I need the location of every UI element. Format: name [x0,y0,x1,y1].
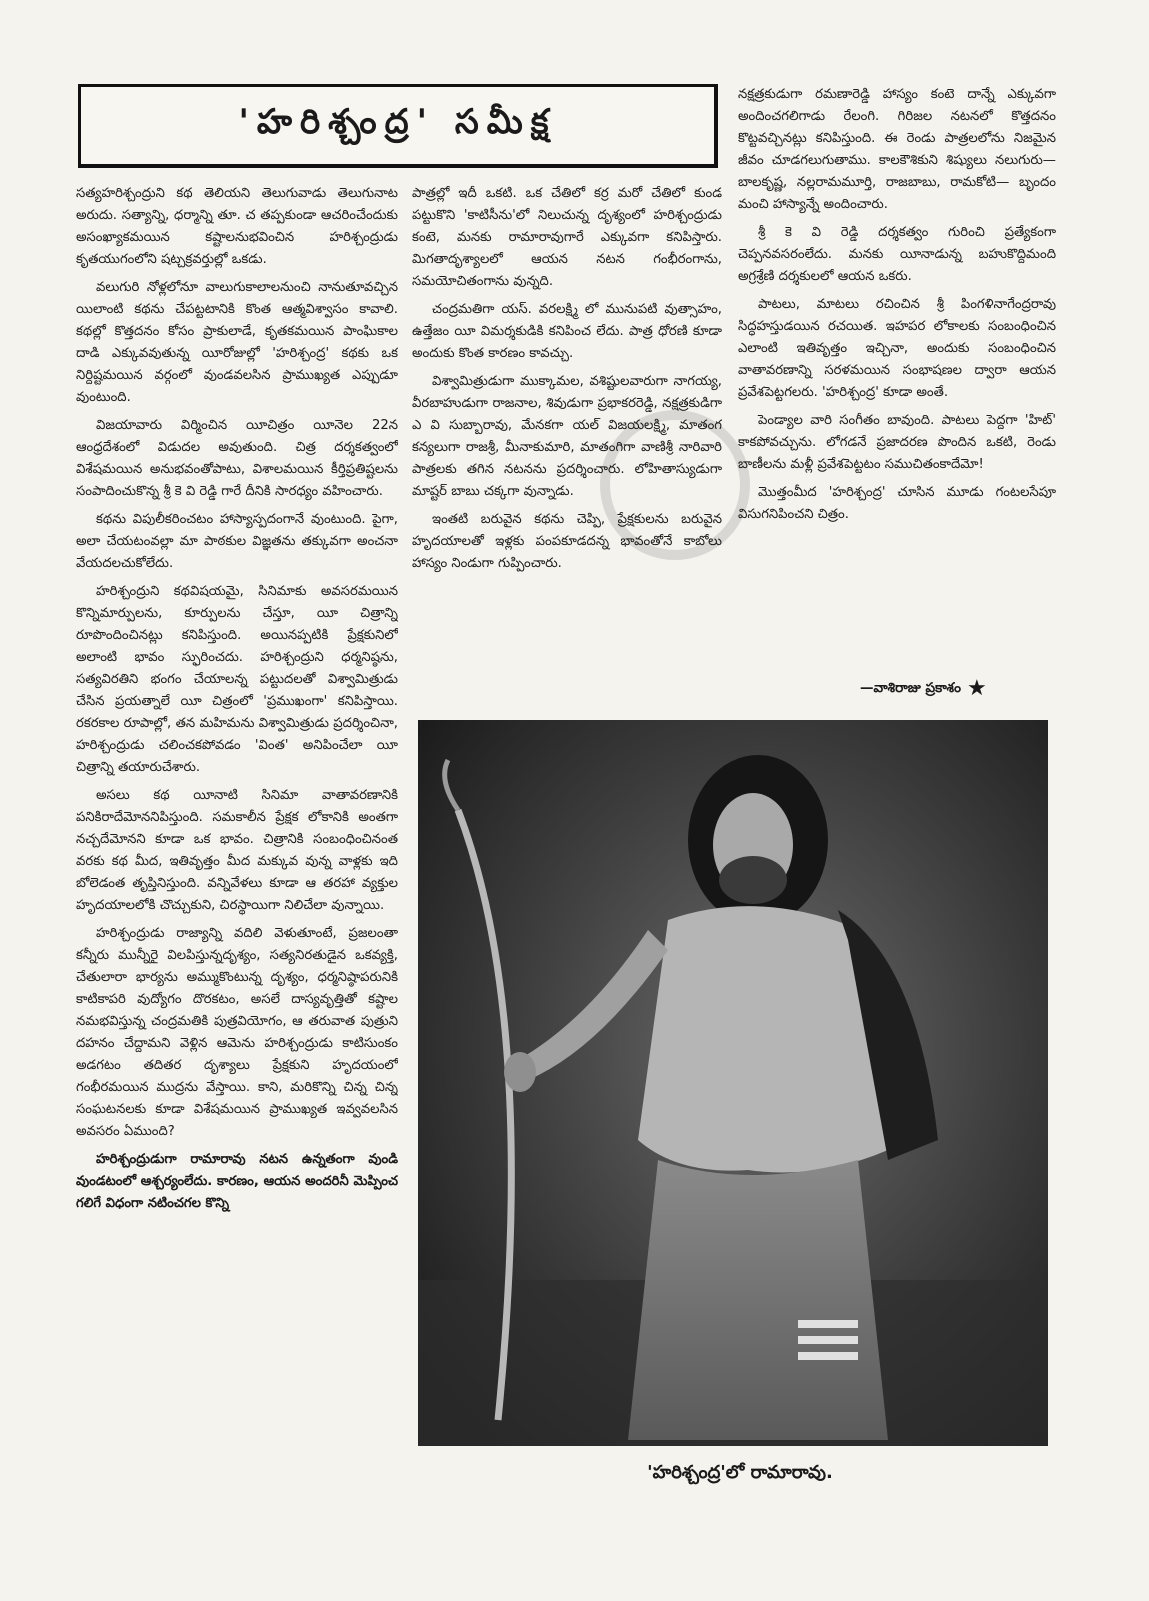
photo-caption: 'హరిశ్చంద్ర'లో రామారావు. [647,1462,833,1483]
beard [719,856,787,904]
column-2 [412,183,722,703]
column-3 [738,84,1056,704]
cloth-stripe [798,1352,858,1360]
film-still-photo [418,720,1048,1446]
paragraph: హరిశ్చంద్రుని కథవిషయమై, సినిమాకు అవసరమయిన కొన్నిమార్పులను, కూర్పులను చేస్తూ, యీ చిత్రాన్ని రూపొందించినట్లు కనిపిస్తుంది. అయినప్పటికి ప్రేక్షకునిలో అలాంటి భావం స్ఫురించదు. హరిశ్చంద్రుని ధర్మనిష్ఠను, సత్యవిరతిని భంగం చేయాలన్న పట్టుదలతో విశ్వామిత్రుడు చేసిన ప్రయత్నాలే యీ చిత్రంలో 'ప్రముఖంగా' కనిపిస్తాయి. రకరకాల రూపాల్లో, తన మహిమను విశ్వామిత్రుడు ప్రదర్శించినా, హరిశ్చంద్రుడు చలించకపోవడం 'వింత' అనిపించేలా యీ చిత్రాన్ని తయారుచేశారు. [76,584,398,775]
column-1 [76,183,398,1513]
author-name: —వాశిరాజు ప్రకాశం [860,680,961,696]
paragraph: కథను విపులీకరించటం హాస్యాస్పదంగానే వుంటుంది. పైగా, అలా చేయటంవల్లా మా పాఠకుల విజ్ఞతను తక్కువగా అంచనా వేయదలచుకోలేదు. [76,512,398,571]
cloth-stripe [798,1320,858,1328]
article-title: 'హరిశ్చంద్ర' సమీక్ష [238,101,557,142]
paragraph: విశ్వామిత్రుడుగా ముక్కామల, వశిష్టులవారుగా నాగయ్య, వీరబాహుడుగా రాజనాల, శివుడుగా ప్రభాకరరెడ్డి, నక్షత్రకుడిగా ఎ వి సుబ్బారావు, మేనకగా యల్ విజయలక్ష్మి, మాతంగ కన్యలుగా రాజశ్రీ, మీనాకుమారి, మాతంగిగా వాణిశ్రీ నారివారి పాత్రలకు తగిన నటనను ప్రదర్శించారు. లోహితాస్యుడుగా మాష్టర్ బాబు చక్కగా వున్నాడు. [412,374,722,499]
title-box [78,84,718,168]
star-icon: ★ [966,676,987,701]
paragraph: నక్షత్రకుడుగా రమణారెడ్డి హాస్యం కంటె దాన్నే ఎక్కువగా అందించగలిగాడు రేలంగి. గిరిజల నటనలో కొత్తదనం కొట్టవచ్చినట్లు కనిపిస్తుంది. ఈ రెండు పాత్రలలోను నిజమైన జీవం చూడగలుగుతాము. కాలకౌశికుని శిష్యులు నలుగురు—బాలకృష్ణ, నల్లరామమూర్తి, రాజబాబు, రామకోటి— బృందం మంచి హాస్యాన్నే అందించారు. [738,87,1056,212]
paragraph: సత్యహరిశ్చంద్రుని కథ తెలియని తెలుగువాడు తెలుగునాట అరుదు. సత్యాన్ని, ధర్మాన్ని తూ. చ తప్పకుండా ఆచరించేందుకు అసంఖ్యాకమయిన కష్టాలనుభవించిన హరిశ్చంద్రుడు కృతయుగంలోని షట్చక్రవర్తుల్లో ఒకడు. [76,186,398,267]
paragraph: పాత్రల్లో ఇదీ ఒకటి. ఒక చేతిలో కర్ర మరో చేతిలో కుండ పట్టుకొని 'కాటిసీను'లో నిలుచున్న దృశ్యంలో హరిశ్చంద్రుడు కంటె, మనకు రామారావుగారే ఎక్కువగా కనిపిస్తారు. మిగతాదృశ్యాలలో ఆయన నటన గంభీరంగాను, సమయోచితంగాను వున్నది. [412,186,722,289]
paragraph: వలుగురి నోళ్లలోనూ వాలుగుకాలాలనుంచి నానుతూవచ్చిన యిలాంటి కథను చేపట్టటానికి కొంత ఆత్మవిశ్వాసం కావాలి. కథల్లో కొత్తదనం కోసం ప్రాకులాడే, కృతకమయిన పాంఘికాల దాడి ఎక్కువవుతున్న యీరోజుల్లో 'హరిశ్చంద్ర' కథకు ఒక నిర్దిష్టమయిన వర్గంలో వుండవలసిన ప్రాముఖ్యత ఎప్పుడూ వుంటుంది. [76,280,398,405]
cloth-stripe [798,1336,858,1344]
paragraph: పెండ్యాల వారి సంగీతం బావుంది. పాటలు పెద్దగా 'హిట్' కాకపోవచ్చును. లోగడనే ప్రజాదరణ పొందిన ఒకటి, రెండు బాణీలను మళ్లీ ప్రవేశపెట్టటం సముచితంకాదేమో! [738,413,1056,472]
paragraph: చంద్రమతిగా యస్. వరలక్ష్మి లో మునుపటి వుత్సాహం, ఉత్తేజం యీ విమర్శకుడికి కనిపించ లేదు. పాత్ర ధోరణి కూడా అందుకు కొంత కారణం కావచ్చు. [412,302,722,361]
paragraph: పాటలు, మాటలు రచించిన శ్రీ పింగళినాగేంద్రరావు సిద్ధహస్తుడయిన రచయిత. ఇహపర లోకాలకు సంబంధించిన ఎలాంటి ఇతివృత్తం ఇచ్చినా, అందుకు సంబంధించిన వాతావరణాన్ని సరళమయిన సంభాషణల ద్వారా ఆయన ప్రవేశపెట్టగలరు. 'హరిశ్చంద్ర' కూడా అంతే. [738,297,1056,400]
paragraph: విజయావారు విర్మించిన యీచిత్రం యీనెల 22న ఆంధ్రదేశంలో విడుదల అవుతుంది. చిత్ర దర్శకత్వంలో విశేషమయిన అనుభవంతోపాటు, విశాలమయిన కీర్తిప్రతిష్టలను సంపాదించుకొన్న శ్రీ కె వి రెడ్డి గారే దీనికి సారధ్యం వహించారు. [76,418,398,499]
paragraph: హరిశ్చంద్రుడు రాజ్యాన్ని వదిలి వెళుతూంటే, ప్రజలంతా కన్నీరు మున్నీరై విలపిస్తున్నదృశ్యం, సత్యనిరతుడైన ఒకవ్యక్తి, చేతులారా భార్యను అమ్ముకొంటున్న దృశ్యం, ధర్మనిష్ఠాపరునికి కాటికాపరి వుద్యోగం దొరకటం, అసలే దాస్యవృత్తితో కష్టాల నమభవిస్తున్న చంద్రమతికి పుత్రవియోగం, ఆ తరువాత పుత్రుని దహనం చేద్దామని వెళ్లిన ఆమెను హరిశ్చంద్రుడు కాటిసుంకం అడగటం తదితర దృశ్యాలు ప్రేక్షకుని హృదయంలో గంభీరమయిన ముద్రను వేస్తాయి. కాని, మరికొన్ని చిన్న చిన్న సంఘటనలకు కూడా విశేషమయిన ప్రాముఖ్యత ఇవ్వవలసిన అవసరం ఏముంది? [76,926,398,1139]
photo-illustration [418,720,1048,1446]
paragraph: మొత్తంమీద 'హరిశ్చంద్ర' చూసిన మూడు గంటలసేపూ విసుగనిపించని చిత్రం. [738,485,1056,522]
paragraph: అసలు కథ యీనాటి సినిమా వాతావరణానికి పనికిరాదేమోననిపిస్తుంది. సమకాలీన ప్రేక్షక లోకానికి అంతగా నచ్చదేమోనని కూడా ఒక భావం. చిత్రానికి సంబంధించినంత వరకు కథ మీద, ఇతివృత్తం మీద మక్కువ వున్న వాళ్లకు ఇది బోలెడంత తృప్తినిస్తుంది. వన్నివేళలు కూడా ఆ తరహా వ్యక్తుల హృదయాలలోకి చొచ్చుకుని, చిరస్థాయిగా నిలిచేలా వున్నాయి. [76,788,398,913]
byline [860,676,987,701]
lower-garment [628,1160,888,1440]
paragraph: ఇంతటి బరువైన కథను చెప్పి, ప్రేక్షకులను బరువైన హృదయాలతో ఇళ్లకు పంపకూడదన్న భావంతోనే కాబోలు హాస్యం నిండుగా గుప్పించారు. [412,512,722,571]
paragraph: శ్రీ కె వి రెడ్డి దర్శకత్వం గురించి ప్రత్యేకంగా చెప్పనవసరంలేదు. మనకు యీనాడున్న బహుకొద్దిమంది అగ్రశ్రేణి దర్శకులలో ఆయన ఒకరు. [738,225,1056,284]
hand [504,1052,536,1092]
paragraph: హరిశ్చంద్రుడుగా రామారావు నటన ఉన్నతంగా వుండి వుండటంలో ఆశ్చర్యంలేదు. కారణం, ఆయన అందరినీ మెప్పించ గలిగే విధంగా నటించగల కొన్ని [76,1152,398,1211]
